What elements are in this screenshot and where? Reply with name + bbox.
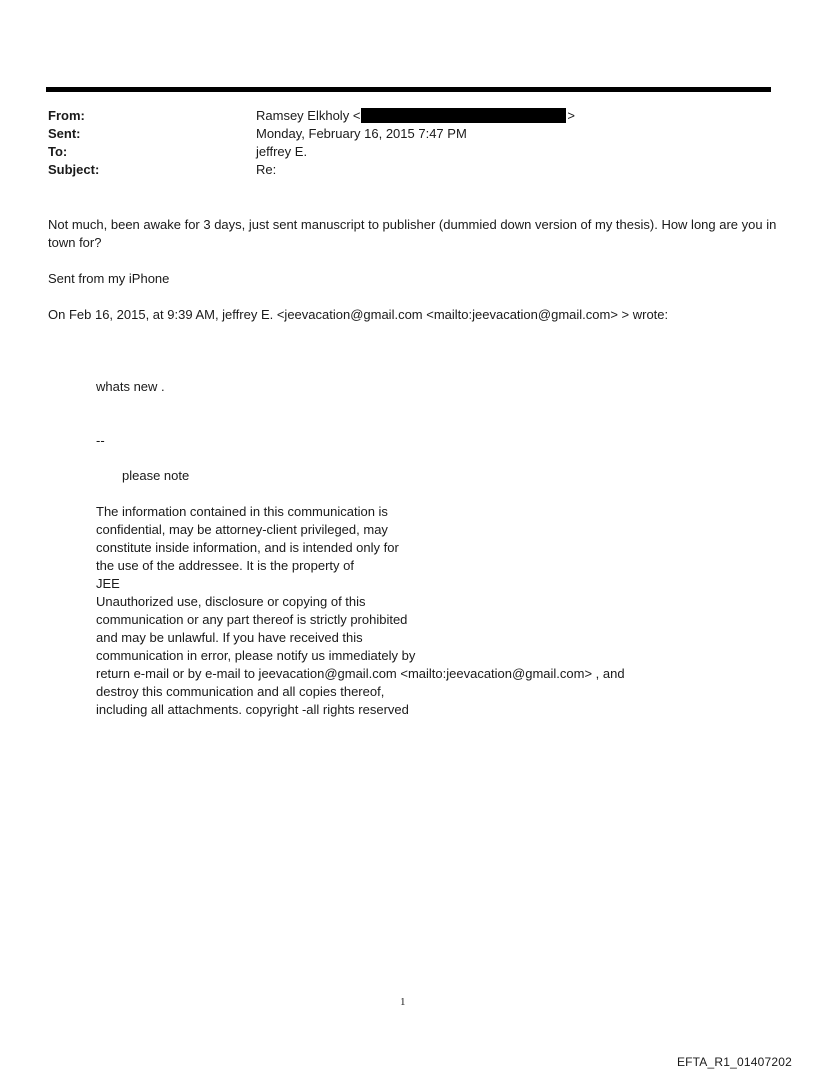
from-label: From: <box>48 108 85 123</box>
quoted-message: whats new . <box>96 379 165 394</box>
from-name: Ramsey Elkholy <box>256 108 350 123</box>
page-number: 1 <box>400 996 406 1008</box>
redaction-box <box>361 108 566 123</box>
subject-label: Subject: <box>48 162 100 177</box>
disclaimer <box>96 503 625 719</box>
from-open: < <box>352 108 361 123</box>
quote-intro: On Feb 16, 2015, at 9:39 AM, jeffrey E. <jeevacation@gmail.com <mailto:jeevacation@gmail.com> > wrote: <box>48 307 669 322</box>
sent-label: Sent: <box>48 126 81 141</box>
disclaimer-line: JEE <box>96 576 120 591</box>
from-value <box>256 107 575 125</box>
disclaimer-line: destroy this communication and all copies thereof, <box>96 684 385 699</box>
to-label: To: <box>48 144 68 159</box>
disclaimer-line: Unauthorized use, disclosure or copying of this <box>96 594 366 609</box>
header-rule <box>46 87 771 92</box>
sent-value: Monday, February 16, 2015 7:47 PM <box>256 126 467 141</box>
disclaimer-line: the use of the addressee. It is the property of <box>96 558 354 573</box>
signature: Sent from my iPhone <box>48 271 170 286</box>
bates-number: EFTA_R1_01407202 <box>676 1055 792 1069</box>
disclaimer-line: communication or any part thereof is strictly prohibited <box>96 612 408 627</box>
note-heading: please note <box>122 468 190 483</box>
disclaimer-line: return e-mail or by e-mail to jeevacation@gmail.com <mailto:jeevacation@gmail.com> , and <box>96 666 625 681</box>
disclaimer-line: and may be unlawful. If you have received this <box>96 630 363 645</box>
subject-value: Re: <box>256 162 277 177</box>
disclaimer-line: constitute inside information, and is intended only for <box>96 540 399 555</box>
disclaimer-line: including all attachments. copyright -all rights reserved <box>96 702 409 717</box>
from-close: > <box>567 108 576 123</box>
disclaimer-line: The information contained in this communication is <box>96 504 388 519</box>
to-value: jeffrey E. <box>256 144 308 159</box>
reply-text: Not much, been awake for 3 days, just sent manuscript to publisher (dummied down version of my thesis). How long are you in town for? <box>48 217 777 250</box>
disclaimer-line: communication in error, please notify us immediately by <box>96 648 416 663</box>
disclaimer-line: confidential, may be attorney-client privileged, may <box>96 522 388 537</box>
separator: -- <box>96 433 105 448</box>
